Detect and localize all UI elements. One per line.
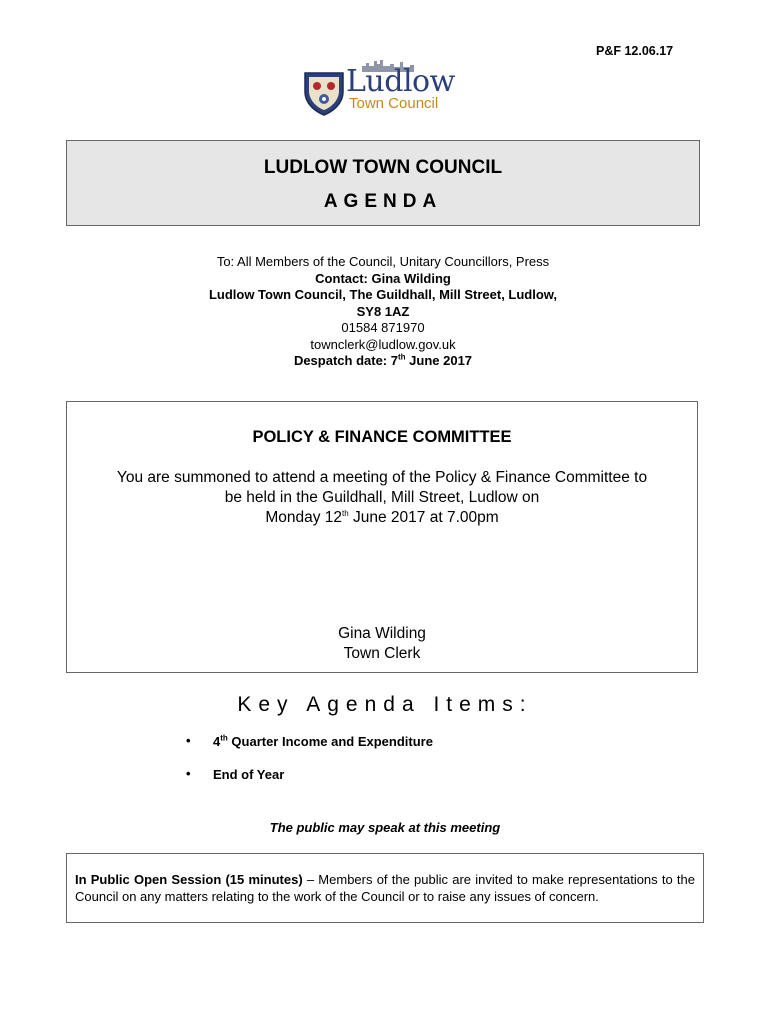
signatory-title: Town Clerk <box>343 645 421 662</box>
open-session-lead: In Public Open Session (15 minutes) <box>75 872 303 887</box>
signature-block <box>67 624 697 664</box>
recipients-line: To: All Members of the Council, Unitary Councillors, Press <box>216 254 550 269</box>
bullet-icon: • <box>186 733 191 748</box>
agenda-title: AGENDA <box>323 191 443 212</box>
council-logo <box>302 58 472 118</box>
list-item: • End of Year <box>186 766 285 782</box>
council-title: LUDLOW TOWN COUNCIL <box>263 157 503 178</box>
coat-of-arms-icon <box>302 70 346 116</box>
email-address: townclerk@ludlow.gov.uk <box>310 336 456 352</box>
address-postcode: SY8 1AZ <box>356 303 410 319</box>
address-line-1: Ludlow Town Council, The Guildhall, Mill Street, Ludlow, <box>208 287 558 302</box>
open-session-box <box>66 853 704 923</box>
key-items-heading: Key Agenda Items: <box>237 693 533 716</box>
open-session-text: – Members of the public are invited to make representations to the Council on any matters relating to the work of the Council or to raise any issues of concern. <box>75 872 695 904</box>
summons-text: You are summoned to attend a meeting of the Policy & Finance Committee to be held in the Guildhall, Mill Street, Ludlow on Monday 12th June 2017 at 7.00pm <box>71 468 693 528</box>
list-item: • 4th Quarter Income and Expenditure <box>186 733 433 749</box>
committee-title: POLICY & FINANCE COMMITTEE <box>252 428 512 446</box>
public-note: The public may speak at this meeting <box>269 820 501 835</box>
contact-block <box>66 254 700 370</box>
bullet-icon: • <box>186 766 191 781</box>
summons-box <box>66 401 698 673</box>
contact-name: Contact: Gina Wilding <box>315 270 451 286</box>
signatory-name: Gina Wilding <box>338 625 426 642</box>
document-reference: P&F 12.06.17 <box>596 44 674 58</box>
logo-wordmark: Ludlow <box>346 64 455 99</box>
meeting-date: Monday 12th June 2017 at 7.00pm <box>265 508 499 526</box>
phone-number: 01584 871970 <box>341 320 425 335</box>
title-box <box>66 140 700 226</box>
key-items-list <box>186 734 433 800</box>
despatch-date: Despatch date: 7th June 2017 <box>293 352 473 368</box>
logo-subtitle: Town Council <box>349 95 439 112</box>
